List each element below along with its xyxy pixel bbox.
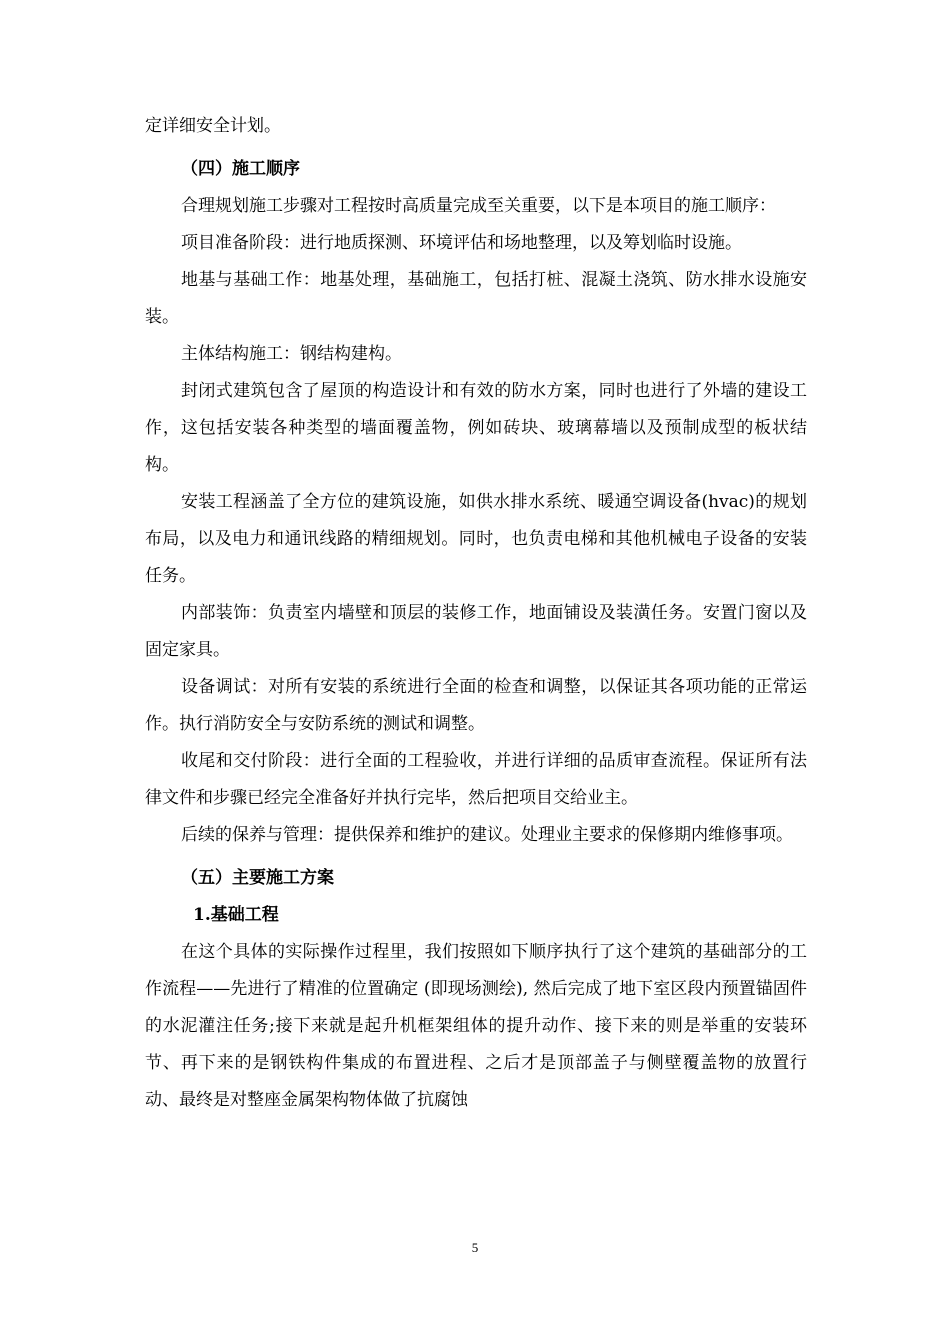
paragraph: 内部装饰：负责室内墙壁和顶层的装修工作，地面铺设及装潢任务。安置门窗以及固定家具。	[145, 603, 807, 660]
paragraph: 地基与基础工作：地基处理，基础施工，包括打桩、混凝土浇筑、防水排水设施安装。	[145, 270, 807, 327]
paragraph: 安装工程涵盖了全方位的建筑设施，如供水排水系统、暖通空调设备(hvac)的规划布局，以及电力和通讯线路的精细规划。同时，也负责电梯和其他机械电子设备的安装任务。	[145, 492, 807, 586]
paragraph: 封闭式建筑包含了屋顶的构造设计和有效的防水方案，同时也进行了外墙的建设工作，这包括安装各种类型的墙面覆盖物，例如砖块、玻璃幕墙以及预制成型的板状结构。	[145, 381, 807, 475]
paragraph: 后续的保养与管理：提供保养和维护的建议。处理业主要求的保修期内维修事项。	[181, 825, 793, 845]
section-heading: （四）施工顺序	[181, 159, 300, 179]
section-heading: （五）主要施工方案	[181, 868, 334, 888]
paragraph: 收尾和交付阶段：进行全面的工程验收，并进行详细的品质审查流程。保证所有法律文件和步骤已经完全准备好并执行完毕，然后把项目交给业主。	[145, 751, 807, 808]
paragraph: 定详细安全计划。	[145, 116, 281, 136]
page-number: 5	[471, 1240, 479, 1255]
document-body	[145, 108, 807, 1119]
paragraph: 在这个具体的实际操作过程里，我们按照如下顺序执行了这个建筑的基础部分的工作流程——先进行了精准的位置确定 (即现场测绘), 然后完成了地下室区段内预置锚固件的水泥灌注任务;接下来就是起升机框架组体的提升动作、接下来的则是举重的安装环节、再下来的是钢铁构件集成的布置进程、之后才是顶部盖子与侧壁覆盖物的放置行动、最终是对整座金属架构物体做了抗腐蚀	[145, 942, 807, 1110]
paragraph: 项目准备阶段：进行地质探测、环境评估和场地整理，以及筹划临时设施。	[181, 233, 742, 253]
subsection-heading: 1.基础工程	[193, 905, 279, 925]
paragraph: 主体结构施工：钢结构建构。	[181, 344, 402, 364]
paragraph: 合理规划施工步骤对工程按时高质量完成至关重要，以下是本项目的施工顺序：	[181, 196, 776, 216]
paragraph: 设备调试：对所有安装的系统进行全面的检查和调整，以保证其各项功能的正常运作。执行消防安全与安防系统的测试和调整。	[145, 677, 807, 734]
